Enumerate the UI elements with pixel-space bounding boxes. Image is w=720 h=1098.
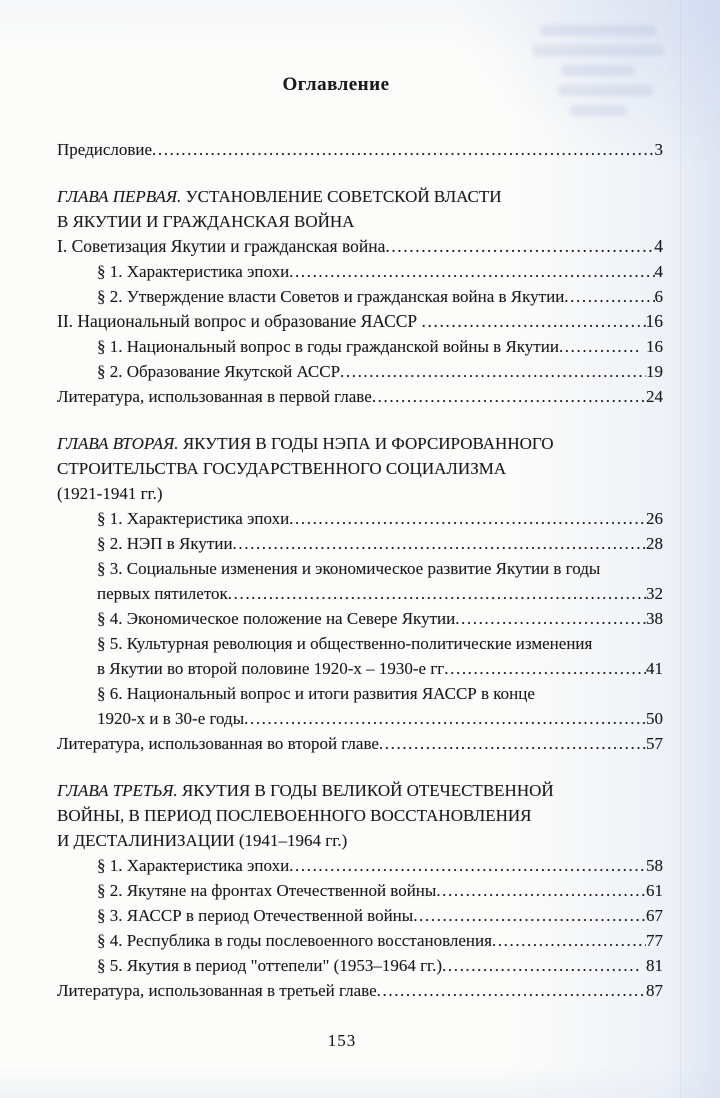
dot-leader [379, 731, 646, 756]
entry-text: II. Национальный вопрос и образование ЯАССР [57, 311, 422, 331]
page-ref: 26 [646, 509, 663, 528]
entry-text: в Якутии во второй половине 1920-х – 1930-е гг [97, 659, 445, 678]
page-ref: 32 [646, 584, 663, 603]
entry-text: § 3. Социальные изменения и экономическое развитие Якутии в годы [97, 559, 601, 578]
page-ref: 19 [646, 362, 663, 381]
toc-chapter-heading [57, 803, 663, 828]
dot-leader [385, 234, 654, 259]
entry-text: § 2. Утверждение власти Советов и гражданская война в Якутии [97, 287, 565, 306]
page-ref: 6 [654, 287, 663, 306]
dot-leader [289, 259, 654, 284]
entry-text: Предисловие [57, 140, 153, 159]
dot-leader [372, 384, 646, 409]
chapter-number-label: ГЛАВА ТРЕТЬЯ. [57, 781, 178, 800]
toc-entry [97, 284, 663, 309]
entry-text: § 1. Характеристика эпохи [97, 262, 290, 281]
toc-entry [97, 928, 663, 953]
toc-chapter-heading [57, 456, 663, 481]
toc-entry-continuation [97, 656, 663, 681]
dot-leader [559, 334, 639, 359]
page-ref: 28 [646, 534, 663, 553]
entry-text: § 1. Характеристика эпохи [97, 856, 290, 875]
dot-leader [492, 928, 646, 953]
toc-entry [57, 978, 663, 1003]
entry-text: Литература, использованная в первой главе [57, 387, 372, 406]
chapter-number-label: ГЛАВА ПЕРВАЯ. [57, 187, 182, 206]
toc-entry [57, 384, 663, 409]
toc-content [57, 0, 663, 1053]
entry-text: первых пятилеток [97, 584, 228, 603]
dot-leader [413, 903, 646, 928]
entry-text: § 2. Образование Якутской АССР [97, 362, 341, 381]
page-ref: 87 [646, 981, 663, 1000]
entry-text: ГЛАВА ПЕРВАЯ. УСТАНОВЛЕНИЕ СОВЕТСКОЙ ВЛАСТИ [57, 187, 502, 206]
page-ref: 16 [646, 337, 663, 356]
page-ref: 61 [646, 881, 663, 900]
entry-text: § 5. Якутия в период "оттепели" (1953–1964 гг.) [97, 956, 443, 975]
toc-entry-continuation [97, 581, 663, 606]
toc-entry [97, 359, 663, 384]
entry-text: 1920-х и в 30-е годы [97, 709, 245, 728]
toc-chapter-heading [57, 209, 663, 234]
dot-leader [228, 581, 646, 606]
toc-entry [97, 681, 663, 706]
entry-text: В ЯКУТИИ И ГРАЖДАНСКАЯ ВОЙНА [57, 212, 355, 231]
entry-text: § 2. Якутяне на фронтах Отечественной войны [97, 881, 437, 900]
dot-leader [340, 359, 646, 384]
entry-text: § 5. Культурная революция и общественно-политические изменения [97, 634, 593, 653]
page-ref: 24 [646, 387, 663, 406]
page-ref: 4 [654, 236, 663, 256]
toc-chapter-heading [57, 184, 663, 209]
page-ref: 16 [645, 311, 663, 331]
page-ref: 38 [646, 609, 663, 628]
toc-chapter-heading [57, 828, 663, 853]
page-ref: 57 [646, 734, 663, 753]
chapter-number-label: ГЛАВА ВТОРАЯ. [57, 434, 179, 453]
entry-text: § 1. Национальный вопрос в годы гражданской войны в Якутии [97, 337, 559, 356]
toc-entry [97, 631, 663, 656]
dot-leader [152, 137, 654, 162]
scan-edge-artifact [680, 0, 681, 1098]
dot-leader [422, 309, 646, 334]
page-ref: 81 [646, 956, 663, 975]
toc-entry [97, 853, 663, 878]
dot-leader [444, 656, 646, 681]
toc-entry [57, 309, 663, 334]
entry-text: ГЛАВА ВТОРАЯ. ЯКУТИЯ В ГОДЫ НЭПА И ФОРСИРОВАННОГО [57, 434, 554, 453]
page-ref: 67 [646, 906, 663, 925]
toc-entry [57, 234, 663, 259]
page-ref: 50 [646, 709, 663, 728]
dot-leader [244, 706, 646, 731]
dot-leader [233, 531, 646, 556]
folio-page-number: 153 [327, 1031, 357, 1050]
toc-entry [97, 953, 663, 978]
page-ref: 4 [654, 262, 663, 281]
entry-text: Литература, использованная в третьей главе [57, 981, 377, 1000]
entry-text: § 3. ЯАССР в период Отечественной войны [97, 906, 414, 925]
entry-text: ГЛАВА ТРЕТЬЯ. ЯКУТИЯ В ГОДЫ ВЕЛИКОЙ ОТЕЧЕСТВЕННОЙ [57, 781, 554, 800]
entry-text: I. Советизация Якутии и гражданская война [57, 236, 386, 256]
toc-entry [97, 531, 663, 556]
page-ref: 77 [646, 931, 663, 950]
toc-entry [57, 731, 663, 756]
toc-entry [97, 334, 663, 359]
page-ref: 41 [646, 659, 663, 678]
entry-text: § 1. Характеристика эпохи [97, 509, 290, 528]
toc-entry [97, 556, 663, 581]
toc-entry-continuation [97, 706, 663, 731]
dot-leader [436, 878, 646, 903]
toc-entry [97, 259, 663, 284]
dot-leader [455, 606, 646, 631]
page-ref: 58 [646, 856, 663, 875]
entry-text: § 6. Национальный вопрос и итоги развития ЯАССР в конце [97, 684, 535, 703]
toc-entry [97, 878, 663, 903]
toc-chapter-heading [57, 431, 663, 456]
toc-entry [97, 903, 663, 928]
entry-text: § 4. Экономическое положение на Севере Якутии [97, 609, 456, 628]
dot-leader [564, 284, 654, 309]
dot-leader [289, 853, 646, 878]
dot-leader [377, 978, 646, 1003]
toc-entry [97, 606, 663, 631]
entry-text: И ДЕСТАЛИНИЗАЦИИ (1941–1964 гг.) [57, 831, 348, 850]
dot-leader [289, 506, 646, 531]
page-ref: 3 [654, 140, 663, 159]
entry-text: (1921-1941 гг.) [57, 484, 163, 503]
entry-text: Литература, использованная во второй главе [57, 734, 379, 753]
toc-entry [57, 137, 663, 162]
toc-chapter-heading [57, 778, 663, 803]
toc-chapter-heading [57, 481, 663, 506]
dot-leader [442, 953, 639, 978]
entry-text: ВОЙНЫ, В ПЕРИОД ПОСЛЕВОЕННОГО ВОССТАНОВЛЕНИЯ [57, 806, 532, 825]
entry-text: СТРОИТЕЛЬСТВА ГОСУДАРСТВЕННОГО СОЦИАЛИЗМА [57, 459, 507, 478]
entry-text: § 4. Республика в годы послевоенного восстановления [97, 931, 492, 950]
page-title: Оглавление [282, 74, 390, 95]
entry-text: § 2. НЭП в Якутии [97, 534, 233, 553]
toc-entry [97, 506, 663, 531]
